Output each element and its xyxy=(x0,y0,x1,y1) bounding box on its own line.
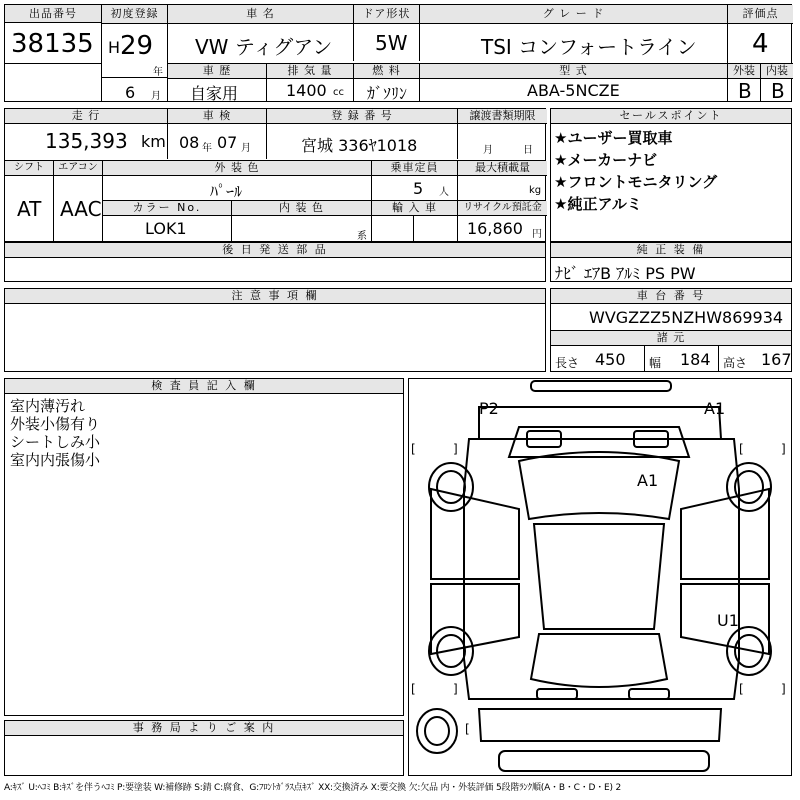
color-label: 外 装 色 xyxy=(103,161,371,176)
equipment-box xyxy=(550,242,792,282)
inspector-note: 室内薄汚れ xyxy=(10,397,86,415)
top-section xyxy=(4,4,792,102)
notes-label: 注 意 事 項 欄 xyxy=(5,289,545,304)
notes-box xyxy=(4,288,546,372)
mileage-label: 走 行 xyxy=(5,109,167,124)
displacement: 1400 xyxy=(286,81,327,100)
lot-label: 出品番号 xyxy=(29,7,77,20)
length-label: 長さ xyxy=(555,356,580,370)
displacement-label: 排 気 量 xyxy=(267,64,353,79)
reg-label: 初度登録 xyxy=(102,5,167,24)
interior-grade: B xyxy=(771,79,785,103)
grade: TSI コンフォートライン xyxy=(481,35,697,59)
reg-year: 29 xyxy=(120,31,154,61)
chassis-number: WVGZZZ5NZHW869934 xyxy=(589,308,784,327)
svg-text:[: [ xyxy=(465,722,470,736)
displacement-unit: cc xyxy=(333,87,344,98)
svg-text:[: [ xyxy=(739,682,744,696)
length: 450 xyxy=(595,350,626,369)
inspector-label: 検 査 員 記 入 欄 xyxy=(5,379,403,394)
docs-day-unit: 日 xyxy=(523,145,533,156)
sales-point-item: ★ユーザー買取車 xyxy=(554,129,673,147)
insp-year-unit: 年 xyxy=(202,143,212,154)
ac: AAC xyxy=(60,197,102,221)
width: 184 xyxy=(680,350,711,369)
mid-section xyxy=(4,108,546,242)
mark-u1: U1 xyxy=(717,611,739,630)
mark-a1-roof: A1 xyxy=(637,471,659,490)
reg-month: 6 xyxy=(125,83,136,102)
fuel: ｶﾞｿﾘﾝ xyxy=(367,84,408,103)
svg-text:[: [ xyxy=(411,682,416,696)
dims-label: 諸 元 xyxy=(551,331,791,346)
colorno: LOK1 xyxy=(145,219,187,238)
reg-year-unit: 年 xyxy=(153,67,163,78)
grade-label: グ レ ー ド xyxy=(420,5,727,24)
colorno-label: カラー No. xyxy=(103,201,231,216)
shift-label: シフト xyxy=(5,161,53,176)
capacity-label: 乗車定員 xyxy=(372,161,457,176)
inspector-note: シートしみ小 xyxy=(10,433,101,451)
inspector-note: 室内内張傷小 xyxy=(10,451,101,469)
svg-text:]: ] xyxy=(453,442,458,456)
chassis-box xyxy=(550,288,792,372)
insp-month-unit: 月 xyxy=(241,143,251,154)
exterior-label: 外装 xyxy=(728,64,760,79)
lot-label-cell xyxy=(5,5,101,23)
mark-p2: P2 xyxy=(479,399,499,418)
reg-era: H xyxy=(108,38,121,57)
intcolor-unit: 系 xyxy=(357,231,367,242)
docs-month-unit: 月 xyxy=(483,145,493,156)
import-label: 輸 入 車 xyxy=(372,201,457,216)
damage-diagram xyxy=(408,378,792,776)
recycle-unit: 円 xyxy=(532,229,542,240)
svg-text:]: ] xyxy=(781,682,786,696)
inspection-label: 車 検 xyxy=(168,109,266,124)
width-label: 幅 xyxy=(649,356,662,370)
color: ﾊﾟｰﾙ xyxy=(210,182,243,201)
sales-point-item: ★純正アルミ xyxy=(554,195,642,213)
plate-label: 登 録 番 号 xyxy=(267,109,457,124)
model: ABA-5NCZE xyxy=(527,81,620,100)
legend: A:ｷｽﾞ U:ﾍｺﾐ B:ｷｽﾞを伴うﾍｺﾐ P:要塗装 W:補修跡 S:錆 C:腐食、G:ﾌﾛﾝﾄｶﾞﾗｽ点ｷｽﾞ XX:交換済み X:要交換 欠:欠品 内・外装評価 5段階ﾗﾝｸ順(A・B・C・D・E) 2 xyxy=(4,783,622,793)
door-label: ドア形状 xyxy=(354,5,419,24)
fuel-label: 燃 料 xyxy=(354,64,419,79)
ac-label: エアコン xyxy=(54,161,102,176)
name-label: 車 名 xyxy=(168,5,353,24)
sales-point-item: ★メーカーナビ xyxy=(554,151,658,169)
inspector-note: 外装小傷有り xyxy=(10,415,101,433)
chassis-label: 車 台 番 号 xyxy=(551,289,791,304)
plate: 宮城 336ﾔ1018 xyxy=(301,136,418,155)
svg-text:[: [ xyxy=(739,442,744,456)
equipment-label: 純 正 装 備 xyxy=(551,243,791,258)
lot-number: 38135 xyxy=(11,29,94,59)
model-label: 型 式 xyxy=(420,64,727,79)
history: 自家用 xyxy=(190,84,239,103)
load-unit: kg xyxy=(529,185,542,196)
recycle-label: リサイクル預託金 xyxy=(458,201,547,216)
svg-text:]: ] xyxy=(453,682,458,696)
reg-month-unit: 月 xyxy=(151,91,161,102)
shift: AT xyxy=(17,197,42,221)
capacity-unit: 人 xyxy=(439,187,449,198)
insp-year: 08 xyxy=(179,133,200,152)
mark-a1-front: A1 xyxy=(704,399,726,418)
svg-text:[: [ xyxy=(411,442,416,456)
office-label: 事 務 局 よ り ご 案 内 xyxy=(5,721,403,736)
mileage-unit: km xyxy=(141,132,166,151)
door-type: 5W xyxy=(375,31,408,55)
sales-points-box xyxy=(550,108,792,242)
sales-points-label: セールスポイント xyxy=(551,109,791,124)
inspector-box xyxy=(4,378,404,716)
height-label: 高さ xyxy=(723,356,748,370)
insp-month: 07 xyxy=(217,133,238,152)
svg-text:]: ] xyxy=(781,442,786,456)
capacity: 5 xyxy=(413,179,424,198)
car-diagram-svg xyxy=(409,379,791,775)
sales-point-item: ★フロントモニタリング xyxy=(554,173,718,191)
score-label: 評価点 xyxy=(728,5,793,24)
height: 167 xyxy=(761,350,792,369)
mileage: 135,393 xyxy=(45,129,128,153)
score: 4 xyxy=(752,29,769,59)
later-parts-box xyxy=(4,242,546,282)
car-name: VW ティグアン xyxy=(195,35,333,59)
load-label: 最大積載量 xyxy=(458,161,547,176)
interior-label: 内装 xyxy=(761,64,793,79)
equipment: ﾅﾋﾞ ｴｱB ｱﾙﾐ PS PW xyxy=(555,264,696,283)
recycle: 16,860 xyxy=(467,219,523,238)
intcolor-label: 内 装 色 xyxy=(232,201,371,216)
exterior-grade: B xyxy=(738,79,752,103)
later-parts-label: 後 日 発 送 部 品 xyxy=(5,243,545,258)
office-box xyxy=(4,720,404,776)
history-label: 車 歴 xyxy=(168,64,266,79)
docs-label: 譲渡書類期限 xyxy=(458,109,547,124)
